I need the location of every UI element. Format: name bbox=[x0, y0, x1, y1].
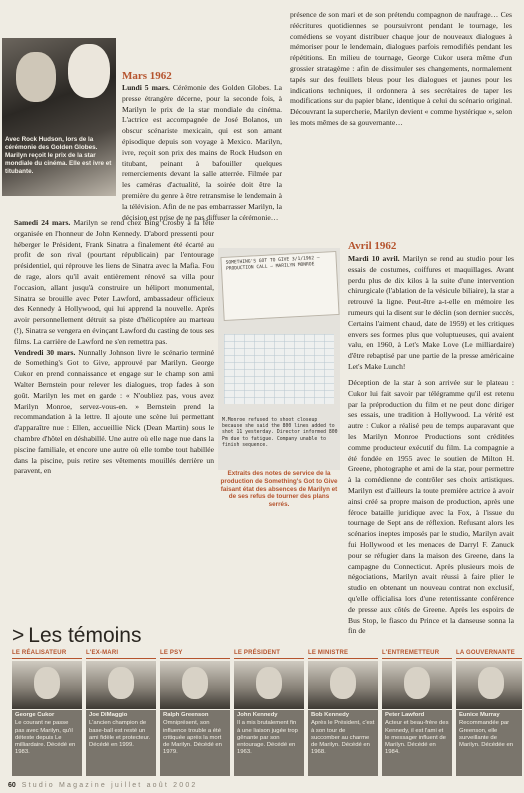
witness-name: Ralph Greenson bbox=[163, 712, 209, 718]
portrait-head bbox=[182, 667, 208, 699]
witness-name: Peter Lawford bbox=[385, 712, 425, 718]
memo-documents-image bbox=[218, 248, 340, 470]
march-date-3: Vendredi 30 mars. bbox=[14, 347, 76, 357]
march-text-1: Cérémonie des Golden Globes. La presse étrangère décerne, pour la seconde fois, à Marilyn le prix de la star mondiale du cinéma. L'actrice est accompagnée de José Bolanos, un obscur scénariste mexicain, qui est son amant épisodique depuis son voyage à Mexico. Marilyn, ivre, reçoit son prix des mains de Rock Hudson en titubant, peinant à bafouiller quelques remerciements devant la salle atterrée. Filmée par les caméras d'actualité, la soirée doit être la première du genre à être retransmise le lendemain à la télévision. Afin de ne pas embarrasser Marilyn, la décision est prise de ne pas diffuser la cérémonie… bbox=[122, 83, 282, 222]
witness-description: Recommandée par Greenson, elle surveillante de Marilyn. Décédée en bbox=[459, 720, 514, 749]
witness-description: Le courant ne passe pas avec Marilyn, qu'il déteste depuis Le milliardaire. Décédé en 1983. bbox=[15, 720, 76, 756]
witness-portrait bbox=[382, 661, 452, 709]
witness-portrait bbox=[86, 661, 156, 709]
portrait-head bbox=[34, 667, 60, 699]
witness-description: Acteur et beau-frère des Kennedy, il est l'ami et le messager influent de Marilyn. Décédé en 1984. bbox=[385, 720, 449, 756]
witness-role: LA GOUVERNANTE bbox=[456, 650, 522, 659]
witness-card bbox=[382, 650, 452, 778]
memo-production-sheet: SOMETHING'S GOT TO GIVE 3/1/1962 — PRODUCTION CALL — MARILYN MONROE bbox=[220, 251, 339, 321]
witness-info bbox=[234, 710, 304, 776]
witness-info bbox=[308, 710, 378, 776]
witness-description: L'ancien champion de base-ball est resté un ami fidèle et protecteur. Décédé en 1999. bbox=[89, 720, 151, 749]
witness-role: LE MINISTRE bbox=[308, 650, 378, 659]
memo-typed-note: M.Monroe refused to shoot closeup because she said the 800 lines added to shot 11 yesterday. Director informed 800 Pm due to fatigue. Company unable to finish sequence. bbox=[222, 418, 338, 448]
portrait-head bbox=[330, 667, 356, 699]
witness-card bbox=[456, 650, 522, 778]
witness-list bbox=[12, 650, 524, 778]
witness-description: Après le Président, c'est à son tour de succomber au charme de Marilyn. Décédé en 1968. bbox=[311, 720, 375, 756]
witness-card bbox=[12, 650, 82, 778]
witness-name: Eunice Murray bbox=[459, 712, 500, 718]
portrait-head bbox=[256, 667, 282, 699]
witness-info bbox=[12, 710, 82, 776]
photo-caption: Avec Rock Hudson, lors de la cérémonie des Golden Globes. Marilyn reçoit le prix de la star mondiale du cinéma. Elle est ivre et titubante. bbox=[5, 136, 112, 175]
heading-march: Mars 1962 bbox=[122, 70, 172, 82]
page-number: 60 bbox=[8, 782, 16, 789]
april-paragraph-2-upper: Déception de la star à son arrivée sur le plateau : Cukor lui fait savoir par télégramme qu'il est retenu par la préproduction du film et ne peut donc diriger ses essais, une tradition à Hollywood. La vérité est autre : Cukor a réalisé peu de temps auparavant que les Marilyn Monroe Productions sont créditées comme producteur exécutif du film. La compagnie a été fondée en 1955 avec le soutien de Milton H. Greene, photographe et ami de la star, pour permettre à la comédienne de contrôler ses choix artistiques. Marilyn est d'ailleurs la toute première actrice à avoir ainsi créé sa propre maison de production, après une féroce bataille juridique avec la Fox, à l'issue du tournage de Sept ans de réflexion. Refusant alors les scénarios ineptes imposés par le studio, Marilyn avait fui Hollywood et les menaces de Darryl F. Zanuck pour se réfugier dans la maison des Greene, dans la campagne du Connecticut. Après plusieurs mois de négociations, Marilyn avait réussi à faire plier le studio en obtenant un nouveau contrat non exclusif, qu'elle officialisa lors d'une retentissante conférence de presse aux côtés de Greene. Après les espoirs de Bus Stop, le fiasco du Prince et la danseuse sonna la fin de bbox=[348, 378, 514, 636]
march-paragraph-3 bbox=[14, 348, 214, 478]
right-column-continuation: présence de son mari et de son prétendu compagnon de naufrage… Ces réécritures quotidiennes se poursuivront pendant le tournage, les comédiens se voyant distribuer chaque jour de nouveaux dialogues à mémoriser pour le lendemain, dialogues parfois remodifiés pendant les répétitions. En milieu de tournage, George Cukor usera même d'un grossier stratagème : afin de dissimuler ses changements, normalement tapés sur des feuillets bleus pour les dialogues et jaunes pour les indications techniques, il ordonnera à ses secrétaires de taper les modifications sur du papier blanc, identique à celui du scénario original. Découvrant la supercherie, Marilyn devient « comme hystérique », selon les mots mêmes de sa gouvernante… bbox=[290, 10, 512, 127]
march-paragraph-1-upper bbox=[122, 83, 282, 222]
march-date-1: Lundi 5 mars. bbox=[122, 83, 170, 92]
witness-description: Omniprésent, son influence trouble a été critiquée après la mort de Marilyn. Décédé en 1979. bbox=[163, 720, 222, 756]
witness-info bbox=[456, 710, 522, 776]
witness-role: LE PRÉSIDENT bbox=[234, 650, 304, 659]
witness-info bbox=[160, 710, 230, 776]
march-text-2: Marilyn se rend chez Bing Crosby à la fête organisée en l'honneur de John Kennedy. D'abord pressenti pour héberger le Président, Frank Sinatra a finalement été écarté au profit de son rival (pourtant républicain) par l'entourage présidentiel, qui réprouve les liens de Sinatra avec la Mafia. Fou de rage, alors qu'il avait entièrement rénové sa villa pour l'occasion, allant jusqu'à construire un héliport monumental, Sinatra se brouille avec Peter Lawford, ambassadeur officieux des Kennedy à Hollywood, qui lui apprend la nouvelle. Après avoir personnellement détruit sa piste d'hélicoptère au marteau (!), Sinatra se vengera en évinçant Lawford du casting de tous ses films. La carrière de Lawford ne s'en remettra pas. bbox=[14, 218, 215, 346]
march-date-2: Samedi 24 mars. bbox=[14, 218, 71, 227]
temoins-title-text: Les témoins bbox=[28, 624, 142, 647]
memo-grid-sheet bbox=[224, 334, 334, 404]
witness-card bbox=[308, 650, 378, 778]
witness-name: George Cukor bbox=[15, 712, 55, 718]
april-date-1: Mardi 10 avril. bbox=[348, 254, 400, 263]
photo-rock-hudson-marilyn bbox=[2, 38, 116, 196]
marilyn-face bbox=[68, 44, 110, 98]
witness-card bbox=[86, 650, 156, 778]
witness-role: LE RÉALISATEUR bbox=[12, 650, 82, 659]
witness-role: L'ENTREMETTEUR bbox=[382, 650, 452, 659]
witness-portrait bbox=[160, 661, 230, 709]
witness-card bbox=[234, 650, 304, 778]
april-text-1: Marilyn se rend au studio pour les essais de costumes, coiffures et maquillages. Avant perdu plus de dix kilos à la suite d'une intervention chirurgicale (l'ablation de la vésicule biliaire), la star a retrouvé la ligne. Peut-être a-t-elle en mémoire les rumeurs qui la disent sur le déclin (son dernier succès, Certains l'aiment chaud, date de 1959) et les critiques envers ses formes plus que voluptueuses, qui avaient valu, en 1960, à Let's Make Love (Le milliardaire) d'être rebaptisé par une partie de la presse américaine Let's Make Lunch! bbox=[348, 254, 515, 371]
april-paragraph-1 bbox=[348, 254, 514, 374]
witness-card bbox=[160, 650, 230, 778]
memo-caption: Extraits des notes de service de la production de Something's Got to Give faisant état des absences de Marilyn et de ses refus de tourner des plans serrés. bbox=[220, 470, 338, 509]
witness-name: John Kennedy bbox=[237, 712, 278, 718]
witness-role: L'EX-MARI bbox=[86, 650, 156, 659]
footer-magazine-text: Studio Magazine juillet août 2002 bbox=[21, 782, 198, 789]
chevron-right-icon: > bbox=[12, 624, 25, 647]
page-footer bbox=[8, 782, 524, 789]
portrait-head bbox=[404, 667, 430, 699]
march-text-3: Nunnally Johnson livre le scénario terminé de Something's Got to Give, approuvé par Marilyn. George Cukor en prend connaissance et engage sur le champ son ami Walter Bernstein pour relever les dialogues, trop fades à son goût. Marilyn les met en garde : « N'oubliez pas, vous avez Marilyn Monroe, servez-vous-en. » Bernstein prend la recommandation à la lettre. Il ajoute une scène lui permettant d'apparaître nue : Ellen, accueillie Nick (Dean Martin) sous le chambre d'hôtel en déshabillé. Une autre où elle nage nue dans la piscine familiale, et encore une autre où elle tombe tout habillée dans la piscine, puis retire ses vêtements mouillés derrière un paravent, en bbox=[14, 347, 215, 476]
portrait-head bbox=[478, 667, 504, 699]
witness-role: LE PSY bbox=[160, 650, 230, 659]
witness-portrait bbox=[456, 661, 522, 709]
witness-description: Il a mis brutalement fin à une liaison jugée trop gênante par son entourage. Décédé en 1963. bbox=[237, 720, 298, 756]
heading-april: Avril 1962 bbox=[348, 240, 397, 252]
march-column-lower bbox=[14, 218, 214, 618]
witness-portrait bbox=[234, 661, 304, 709]
temoins-heading bbox=[12, 624, 142, 648]
witness-info bbox=[382, 710, 452, 776]
witness-portrait bbox=[308, 661, 378, 709]
portrait-head bbox=[108, 667, 134, 699]
march-paragraph-2 bbox=[14, 218, 214, 348]
witness-portrait bbox=[12, 661, 82, 709]
witness-name: Bob Kennedy bbox=[311, 712, 349, 718]
witness-info bbox=[86, 710, 156, 776]
witness-name: Joe DiMaggio bbox=[89, 712, 128, 718]
rock-hudson-face bbox=[16, 52, 56, 102]
